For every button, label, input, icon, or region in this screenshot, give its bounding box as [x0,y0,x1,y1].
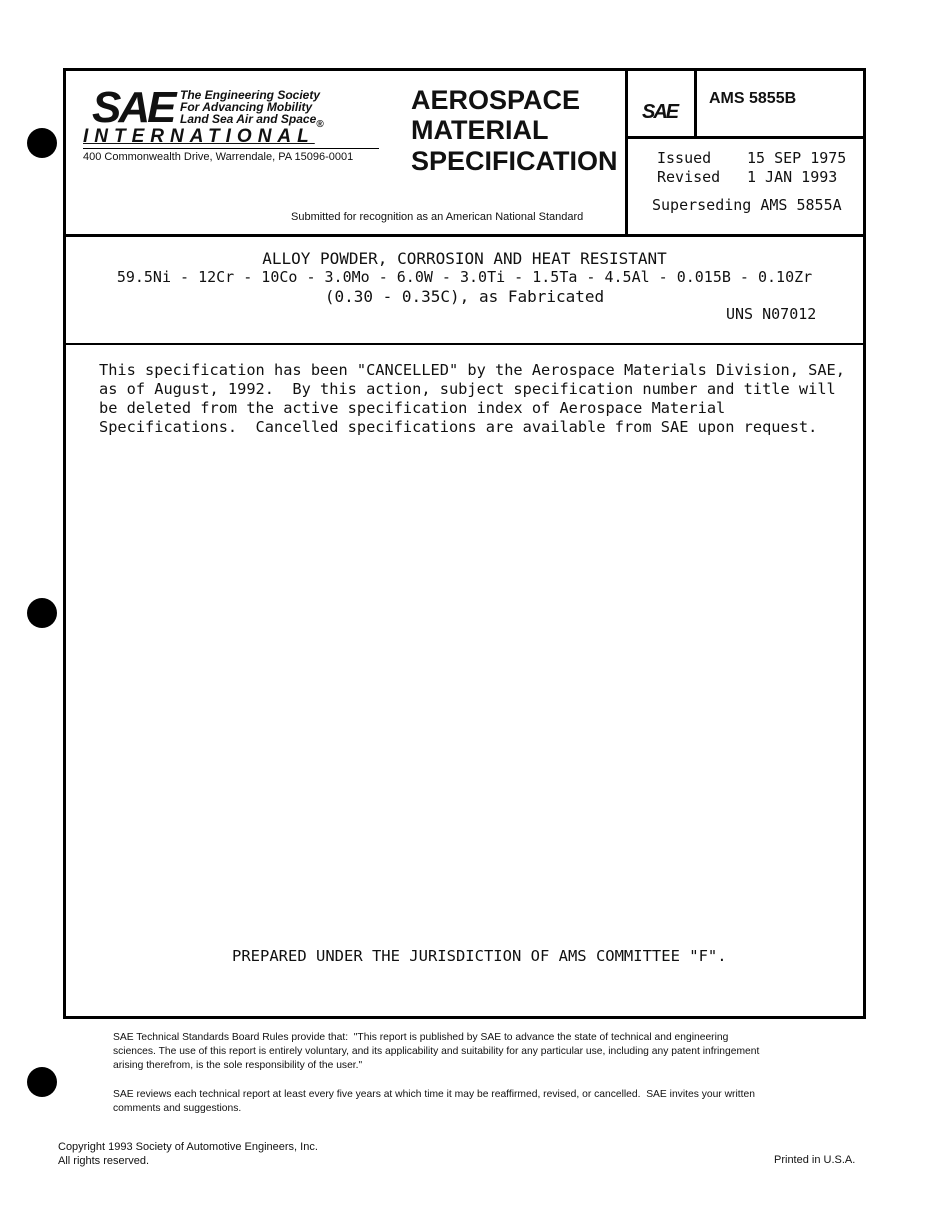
notice-line: be deleted from the active specification index of Aerospace Material [99,399,726,417]
uns-number: UNS N07012 [726,305,817,323]
small-logo-divider [694,68,697,138]
subject-line-1: ALLOY POWDER, CORROSION AND HEAT RESISTANT [262,249,667,268]
sae-tagline: The Engineering Society For Advancing Mobility Land Sea Air and Space$_®$ [180,88,324,130]
header-divider-vertical [625,68,628,237]
ansi-note: Submitted for recognition as an American National Standard [291,211,584,223]
revised-date: 1 JAN 1993 [747,168,838,186]
sae-international-wordmark: INTERNATIONAL [83,126,315,147]
docnum-rule [625,136,866,139]
binder-hole-bottom [27,1067,57,1097]
sae-logo: SAE [92,83,174,132]
printed-in: Printed in U.S.A. [774,1154,856,1166]
tsb-rules: SAE Technical Standards Board Rules provide that: "This report is published by SAE to advance the state of technical and engineering sciences. The use of this report is entirely voluntary, and its applicability and suitability for any particular use, including any patent infringement arising therefrom, is the sole responsibility of the user." [113,1032,760,1071]
subject-line-2: 59.5Ni - 12Cr - 10Co - 3.0Mo - 6.0W - 3.0Ti - 1.5Ta - 4.5Al - 0.015B - 0.10Zr [116,268,813,286]
issued-date: 15 SEP 1975 [747,149,847,167]
binder-hole-middle [27,598,57,628]
doc-title-line-1: AEROSPACE [411,85,581,115]
prepared-statement: PREPARED UNDER THE JURISDICTION OF AMS COMMITTEE "F". [232,947,727,965]
notice-line: This specification has been "CANCELLED" by the Aerospace Materials Division, SAE, [99,361,845,379]
cancellation-notice [99,361,845,437]
revised-label: Revised [657,168,721,186]
doc-title-line-2: MATERIAL [411,115,549,145]
notice-line: as of August, 1992. By this action, subject specification number and title will [99,380,836,398]
doc-number: AMS 5855B [709,90,797,107]
small-sae-logo: SAE [642,101,678,123]
sae-address: 400 Commonwealth Drive, Warrendale, PA 15096-0001 [83,151,354,163]
subject-bottom-rule [63,343,866,345]
binder-hole-top [27,128,57,158]
superseding: Superseding AMS 5855A [652,196,842,214]
subject-line-3: (0.30 - 0.35C), as Fabricated [324,287,605,306]
copyright: Copyright 1993 Society of Automotive Engineers, Inc. All rights reserved. [58,1141,318,1167]
issued-label: Issued [657,149,712,167]
review-note: SAE reviews each technical report at least every five years at which time it may be reaffirmed, revised, or cancelled. SAE invites your written comments and suggestions. [113,1089,755,1114]
logo-underline [83,148,379,149]
header-bottom-rule [63,234,866,237]
doc-title-line-3: SPECIFICATION [411,146,618,176]
notice-line: Specifications. Cancelled specifications are available from SAE upon request. [99,418,818,436]
